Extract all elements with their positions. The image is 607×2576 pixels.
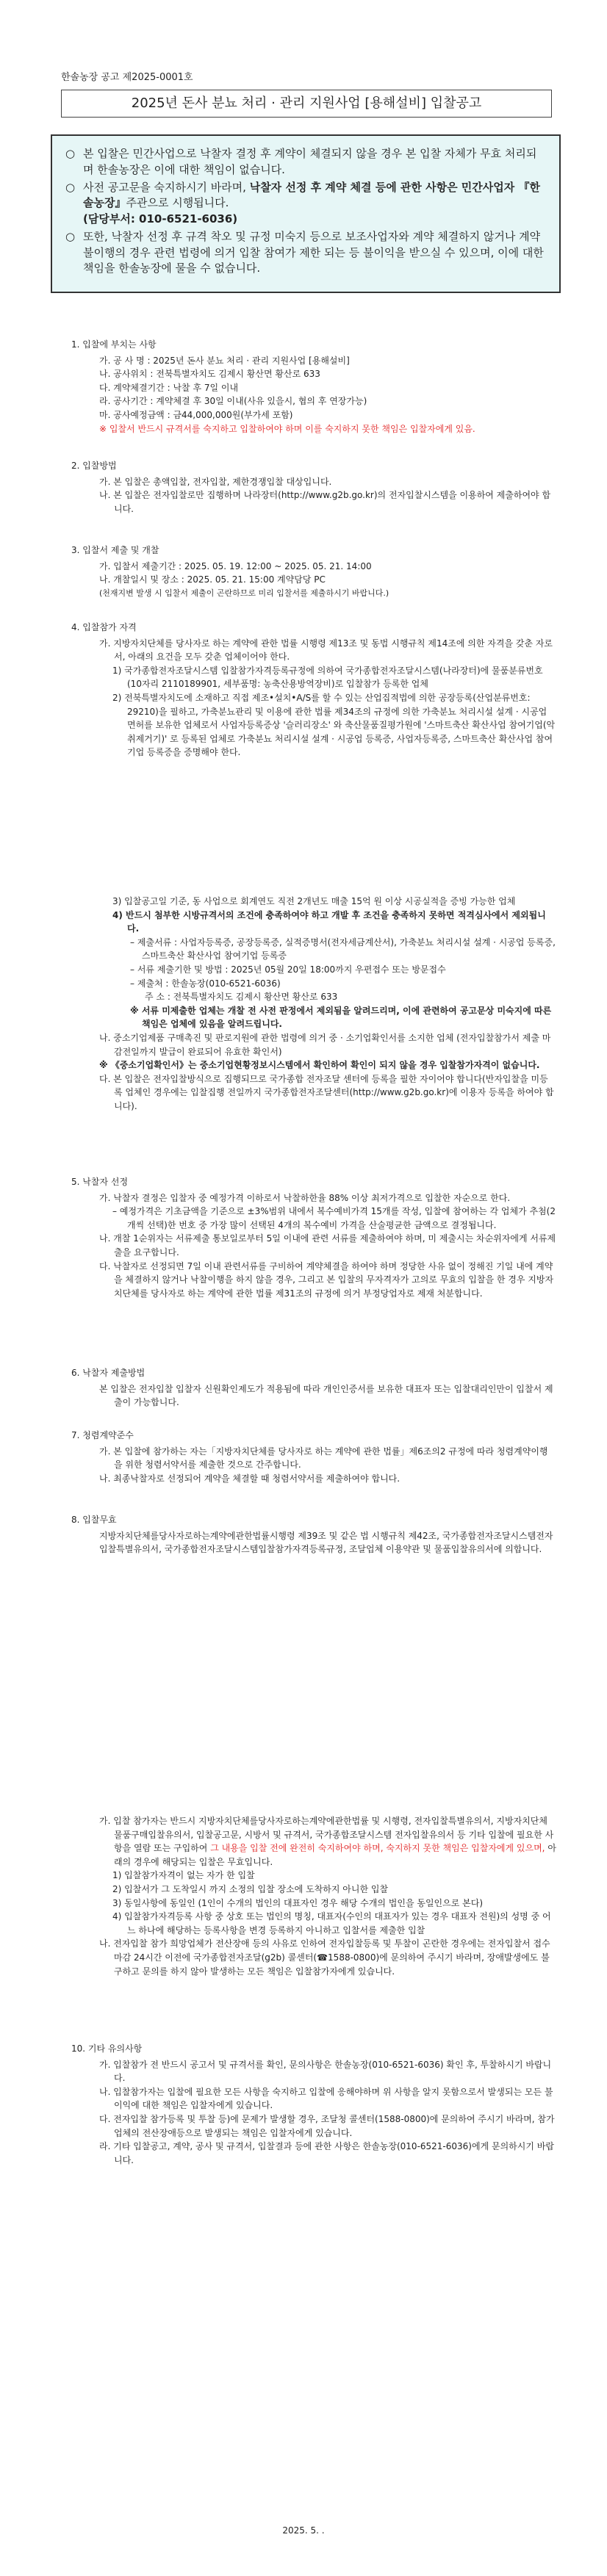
- warning-text: ※ 입찰서 반드시 규격서를 숙지하고 입찰하여야 하며 이를 숙지하지 못한 책임은 입찰자에게 있음.: [99, 423, 475, 434]
- section-1: 1. 입찰에 부치는 사항 가. 공 사 명 : 2025년 돈사 분뇨 처리 · 관리 지원사업 [용해설비] 나. 공사위치 : 전북특별자치도 김제시 황산면 황산로 633 다. 계약체결기간 : 낙찰 후 7일 이내 라. 공사기간 : 계약체결 후 30일 이내(사유 있을시, 협의 후 연장가능) 마. 공사예정금액 : 금44,000,000원(부가세 포함) ※ 입찰서 반드시 규격서를 숙지하고 입찰하여야 하며 이를 숙지하지 못한 책임은 입찰자에게 있음.: [71, 338, 556, 436]
- section-heading: 6. 낙찰자 제출방법: [71, 1368, 146, 1378]
- intro-item-2: ○ 사전 공고문을 숙지하시기 바라며, 낙찰자 선정 후 계약 체결 등에 관한 사항은 민간사업자 『한솔농장』주관으로 시행됩니다. (담당부서: 010-6521-6036): [65, 180, 540, 226]
- section-heading: 10. 기타 유의사항: [71, 2043, 143, 2054]
- section-7: 7. 청렴계약준수 가. 본 입찰에 참가하는 자는「지방자치단체를 당사자로 하는 계약에 관한 법률」제6조의2 규정에 따라 청렴계약이행을 위한 청렴서약서를 제출한 것으로 간주합니다. 나. 최종낙찰자로 선정되어 계약을 체결할 때 청렴서약서를 제출하여야 합니다.: [71, 1429, 556, 1485]
- section-4-continued: 3) 입찰공고일 기준, 동 사업으로 회계연도 직전 2개년도 매출 15억 원 이상 시공실적을 증빙 가능한 업체 4) 반드시 첨부한 시방규격서의 조건에 충족하여야 하고 개발 후 조건을 충족하지 못하면 적격심사에서 제외됩니다. – 제출서류 : 사업자등록증, 공장등록증, 실적증명서(전자세금계산서), 가축분뇨 처리시설 설계 · 시공업 등록증, 스마트축산 확산사업 참여기업 등록증 – 서류 제출기한 및 방법 : 2025년 05월 20일 18:00까지 우편접수 또는 방문접수 – 제출처 : 한솔농장(010-6521-6036) 주 소 : 전북특별자치도 김제시 황산면 황산로 633 ※ 서류 미제출한 업체는 개찰 전 사전 판정에서 제외됨을 알려드리며, 이에 관련하여 공고문상 미숙지에 따른 책임은 업체에 있음을 알려드립니다. 나. 중소기업제품 구매촉진 및 판로지원에 관한 법령에 의거 중 · 소기업확인서를 소지한 업체 (전자입찰참가서 제출 마감전일까지 발급이 완료되어 유효한 확인서) ※ 《중소기업확인서》는 중소기업현황정보시스템에서 확인하여 확인이 되지 않을 경우 입찰참가자격이 없습니다. 다. 본 입찰은 전자입찰방식으로 집행되므로 국가종합 전자조달 센터에 등록을 필한 자이어야 합니다(반자입찰을 미등록 업체인 경우에는 입찰집행 전일까지 국가종합전자조달센터(http://www.g2b.go.kr)에 이용자 등록을 하여야 합니다).: [99, 896, 556, 1111]
- intro-item-1: ○ 본 입찰은 민간사업으로 낙찰자 결정 후 계약이 체결되지 않을 경우 본 입찰 자체가 무효 처리되며 한솔농장은 이에 대한 책임이 없습니다.: [65, 147, 537, 176]
- contact-info: (담당부서: 010-6521-6036): [83, 212, 238, 226]
- section-8-continued: 가. 입찰 참가자는 반드시 지방자치단체를당사자로하는계약에관한법률 및 시행령, 전자입찰특별유의서, 지방자치단체 물품구매입찰유의서, 입찰공고문, 시방서 및 규격서, 국가종합조달시스템 전자입찰유의서 등 기타 입찰에 필요한 사항을 열람 또는 구입하여 그 내용을 입찰 전에 완전히 숙지하여야 하며, 숙지하지 못한 책임은 입찰자에게 있으며, 아래의 경우에 해당되는 입찰은 무효입니다. 1) 입찰참가자격이 없는 자가 한 입찰 2) 입찰서가 그 도착일시 까지 소정의 입찰 장소에 도착하지 아니한 입찰 3) 동일사항에 동일인 (1인이 수개의 법인의 대표자인 경우 해당 수개의 법인을 동일인으로 본다) 4) 입찰참가자격등록 사항 중 상호 또는 법인의 명칭, 대표자(수인의 대표자가 있는 경우 대표자 전원)의 성명 중 어느 하나에 해당하는 등록사항을 변경 등록하지 아니하고 입찰서를 제출한 입찰 나. 전자입찰 참가 희망업체가 전산장애 등의 사유로 인하여 전자입찰등록 및 투찰이 곤란한 경우에는 전자입찰서 접수마감 24시간 이전에 국가종합전자조달(g2b) 콜센터(☎1588-0800)에 문의하여 주시기 바라며, 장애발생에도 불구하고 문의를 하지 않아 발생하는 모든 책임은 입찰참가자에게 있습니다.: [99, 1816, 556, 1977]
- section-2: 2. 입찰방법 가. 본 입찰은 총액입찰, 전자입찰, 제한경쟁입찰 대상입니다. 나. 본 입찰은 전자입찰로만 집행하며 나라장터(http://www.g2b.go.kr)의 전자입찰시스템을 이용하여 제출하여야 합니다.: [71, 459, 556, 516]
- section-4: 4. 입찰참가 자격 가. 지방자치단체를 당사자로 하는 계약에 관한 법률 시행령 제13조 및 동법 시행규칙 제14조에 의한 자격을 갖춘 자로서, 아래의 요건을 모두 갖춘 업체이어야 한다. 1) 국가종합전자조달시스템 입찰참가자격등록규정에 의하여 국가종합전자조달시스템(나라장터)에 물품분류번호(10자리 2110189901, 세부품명: 농축산용방역장비)로 입찰참가 등록한 업체 2) 전북특별자치도에 소재하고 직접 제조•설치•A/S를 할 수 있는 산업집적법에 의한 공장등록(산업분류번호: 29210)을 필하고, 가축분뇨관리 및 이용에 관한 법률 제34조의 규정에 의한 가축분뇨 처리시설 설계 · 시공업 면허를 보유한 업체로서 사업자등록증상 '슬러리장소' 와 축산물품질평가원에 '스마트축산 확산사업 참여기업(악취제거기)' 로 등록된 업체로 가축분뇨 처리시설 설계 · 시공업 등록증, 사업자등록증, 스마트축산 확산사업 참여기업 등록증을 증명해야 한다.: [71, 622, 556, 758]
- intro-notice-box: [51, 134, 561, 293]
- notice-number: 한솔농장 공고 제2025-0001호: [61, 72, 193, 83]
- section-10: 10. 기타 유의사항 가. 입찰참가 전 반드시 공고서 및 규격서를 확인, 문의사항은 한솔농장(010-6521-6036) 확인 후, 투찰하시기 바랍니다. 나. 입찰참가자는 입찰에 필요한 모든 사항을 숙지하고 입찰에 응해야하며 위 사항을 알지 못함으로서 발생되는 모든 불이익에 대한 책임은 입찰자에게 있습니다. 다. 전자입찰 참가등록 및 투찰 등)에 문제가 발생할 경우, 조달청 콜센터(1588-0800)에 문의하여 주시기 바라며, 참가업체의 전산장애등으로 발생되는 책임은 입찰자에게 있습니다. 라. 기타 입찰공고, 계약, 공사 및 규격서, 입찰결과 등에 관한 사항은 한솔농장(010-6521-6036)에게 문의하시기 바랍니다.: [71, 2042, 556, 2167]
- warning-text: 그 내용을 입찰 전에 완전히 숙지하여야 하며, 숙지하지 못한 책임은 입찰자에게 있으며,: [210, 1843, 545, 1854]
- announcement-date: 2025. 5. .: [282, 2525, 325, 2536]
- requirement-emphasis: 4) 반드시 첨부한 시방규격서의 조건에 충족하여야 하고 개발 후 조건을 충족하지 못하면 적격심사에서 제외됩니다.: [112, 909, 546, 934]
- section-8: 8. 입찰무효 지방자치단체를당사자로하는계약에관한법률시행령 제39조 및 같은 법 시행규칙 제42조, 국가종합전자조달시스템전자입찰특별유의서, 국가종합전자조달시스템입찰참가자격등록규정, 조달업체 이용약관 및 물품입찰유의서에 의합니다.: [71, 1513, 556, 1556]
- section-heading: 3. 입찰서 제출 및 개찰: [71, 545, 159, 555]
- section-6: 6. 낙찰자 제출방법 본 입찰은 전자입찰 입찰자 신원확인제도가 적용됨에 따라 개인인증서를 보유한 대표자 또는 입찰대리인만이 입찰서 제출이 가능합니다.: [71, 1366, 556, 1410]
- section-heading: 8. 입찰무효: [71, 1515, 117, 1525]
- section-heading: 5. 낙찰자 선정: [71, 1177, 129, 1187]
- section-5: 5. 낙찰자 선정 가. 낙찰자 결정은 입찰자 중 예정가격 이하로서 낙찰하한율 88% 이상 최저가격으로 입찰한 자순으로 한다. – 예정가격은 기초금액을 기준으로 ±3%범위 내에서 복수예비가격 15개를 작성, 입찰에 참여하는 각 업체가 추첨(2개씩 선택)한 번호 중 가장 많이 선택된 4개의 복수예비 가격을 산술평균한 금액으로 결정됩니다. 나. 개찰 1순위자는 서류제출 통보일로부터 5일 이내에 관련 서류를 제출하여야 하며, 미 제출시는 차순위자에게 서류제출을 요구합니다. 다. 낙찰자로 선정되면 7일 이내 관련서류를 구비하여 계약체결을 하여야 하며 정당한 사유 없이 정해진 기일 내에 계약을 체결하지 않거나 낙찰이행을 하지 않을 경우, 그리고 본 입찰의 무자격자가 고의로 무효의 입찰을 한 경우 지방자치단체를 당사자로 하는 계약에 관한 법률 제31조의 규정에 의거 부정당업자로 제재 처분합니다.: [71, 1177, 556, 1299]
- page-title: [61, 90, 552, 118]
- bullet-icon: ○: [65, 147, 76, 160]
- section-heading: 4. 입찰참가 자격: [71, 622, 137, 632]
- title-text: 2025년 돈사 분뇨 처리 · 관리 지원사업 [용해설비] 입찰공고: [131, 95, 482, 112]
- warning-text: ※ 《중소기업확인서》는 중소기업현황정보시스템에서 확인하여 확인이 되지 않을 경우 입찰참가자격이 없습니다.: [99, 1060, 540, 1071]
- section-heading: 7. 청렴계약준수: [71, 1430, 134, 1440]
- bullet-icon: ○: [65, 180, 76, 194]
- warning-text: ※ 서류 미제출한 업체는 개찰 전 사전 판정에서 제외됨을 알려드리며, 이에 관련하여 공고문상 미숙지에 따른 책임은 업체에 있음을 알려드립니다.: [130, 1005, 552, 1030]
- section-heading: 2. 입찰방법: [71, 461, 117, 471]
- bullet-icon: ○: [65, 229, 76, 243]
- section-heading: 1. 입찰에 부치는 사항: [71, 339, 157, 350]
- intro-item-3: ○ 또한, 낙찰자 선정 후 규격 착오 및 규정 미숙지 등으로 보조사업자와 계약 체결하지 않거나 계약 불이행의 경우 관련 법령에 의거 입찰 참여가 제한 되는 등 불이익을 받으실 수 있으며, 이에 대한 책임을 한솔농장에 물을 수 없습니다.: [65, 229, 544, 275]
- section-3: 3. 입찰서 제출 및 개찰 가. 입찰서 제출기간 : 2025. 05. 19. 12:00 ~ 2025. 05. 21. 14:00 나. 개찰일시 및 장소 : 2025. 05. 21. 15:00 계약담당 PC (천재지변 발생 시 입찰서 제출이 곤란하므로 미리 입찰서를 제출하시기 바랍니다.): [71, 544, 556, 599]
